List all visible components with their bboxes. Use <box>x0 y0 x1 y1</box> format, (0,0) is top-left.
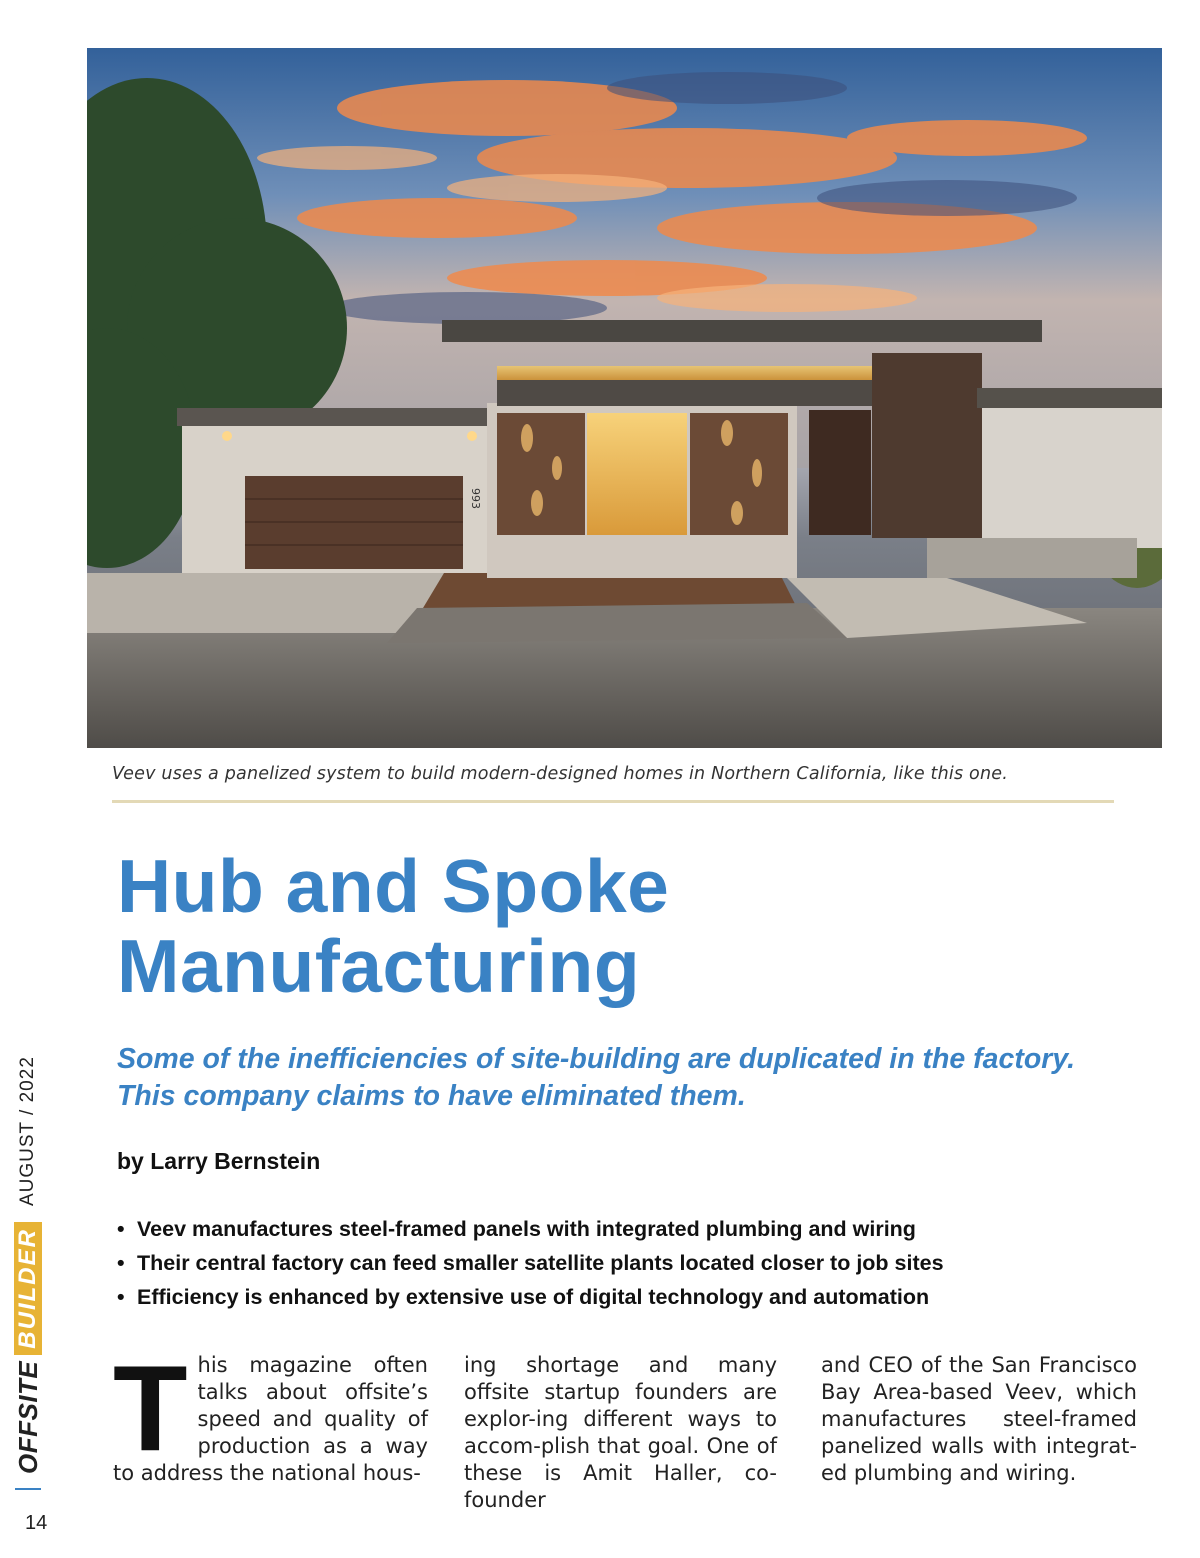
house-number: 993 <box>469 488 482 509</box>
body-text-2: ing shortage and many offsite startup founders are explor-ing different ways to accom-plish that goal. One of these is Amit Haller, co-founder <box>464 1353 777 1512</box>
deck-line-1: Some of the inefficiencies of site-building are duplicated in the factory. <box>117 1043 1076 1075</box>
body-column-2 <box>464 1352 777 1514</box>
issue-date: AUGUST / 2022 <box>17 1056 38 1207</box>
article-deck <box>117 1041 1167 1115</box>
body-column-3 <box>821 1352 1137 1487</box>
bullet-text: Veev manufactures steel-framed panels with integrated plumbing and wiring <box>137 1217 916 1241</box>
drop-cap: T <box>113 1340 188 1476</box>
title-line-1: Hub and Spoke <box>117 844 670 928</box>
bullet-glyph: • <box>117 1217 125 1241</box>
bullet-glyph: • <box>117 1251 125 1275</box>
byline: by Larry Bernstein <box>117 1148 321 1174</box>
magazine-logo-offsite: OFFSITE <box>12 1360 43 1474</box>
title-line-2: Manufacturing <box>117 924 641 1008</box>
sidebar-accent-bar <box>15 1488 41 1490</box>
deck-line-2: This company claims to have eliminated them. <box>117 1080 746 1112</box>
photo-caption: Veev uses a panelized system to build modern-designed homes in Northern California, like this one. <box>112 764 1008 784</box>
summary-bullet <box>117 1246 1167 1280</box>
magazine-logo-builder: BUILDER <box>14 1222 42 1355</box>
summary-bullet <box>117 1280 1167 1314</box>
body-text-3: and CEO of the San Francisco Bay Area-based Veev, which manufactures steel-framed panelized walls with integrat-ed plumbing and wiring. <box>821 1353 1137 1485</box>
house-illustration <box>87 48 1162 748</box>
page-number: 14 <box>25 1512 48 1534</box>
caption-divider <box>112 800 1114 803</box>
body-column-1 <box>113 1340 428 1487</box>
vertical-sidebar <box>8 1020 48 1490</box>
bullet-text: Their central factory can feed smaller satellite plants located closer to job sites <box>137 1251 944 1275</box>
hero-photo <box>87 48 1162 748</box>
body-text-1: his magazine often talks about offsite’s speed and quality of production as a way to address the national hous- <box>113 1353 428 1485</box>
summary-bullet <box>117 1212 1167 1246</box>
bullet-glyph: • <box>117 1285 125 1309</box>
summary-bullets <box>117 1212 1167 1314</box>
article-title <box>117 846 1117 1006</box>
bullet-text: Efficiency is enhanced by extensive use of digital technology and automation <box>137 1285 930 1309</box>
